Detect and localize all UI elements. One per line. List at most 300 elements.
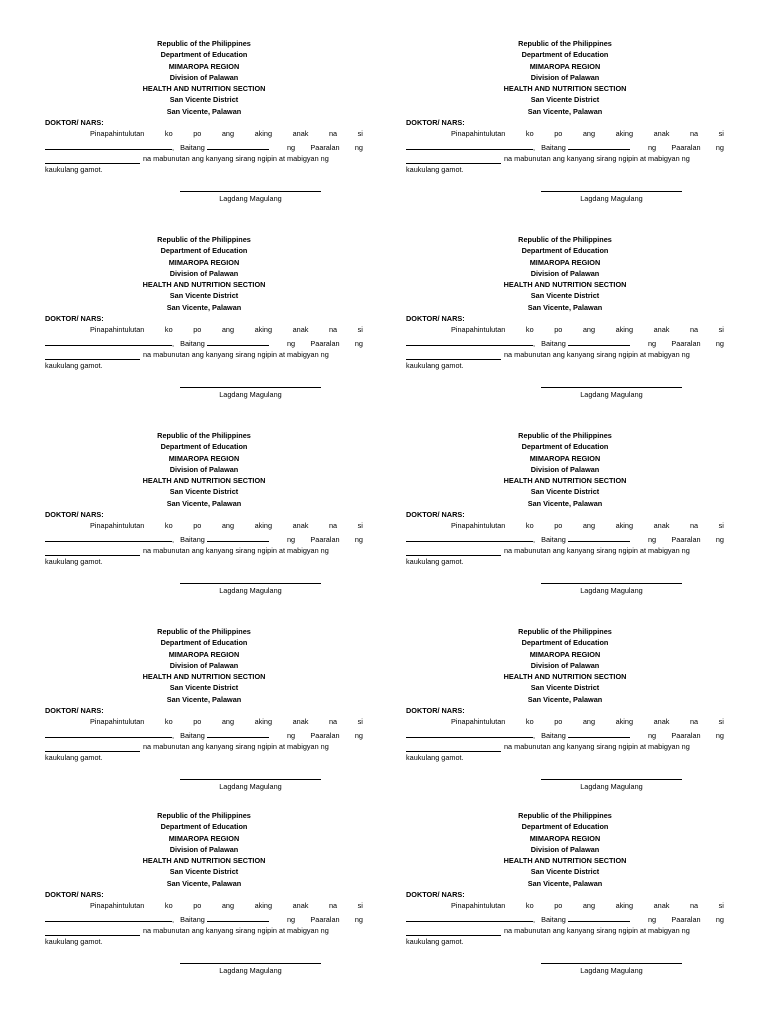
word: po — [554, 717, 563, 727]
word: ang — [582, 521, 596, 531]
request-text: na mabunutan ang kanyang sirang ngipin at mabigyan ng — [143, 741, 329, 751]
permission-slip — [406, 38, 724, 218]
body-line-1 — [406, 324, 724, 335]
grade-label: Baitang — [180, 534, 205, 544]
slip-header — [406, 38, 724, 117]
word: Paaralan — [310, 534, 340, 544]
word: po — [554, 901, 563, 911]
signature-label: Lagdang Magulang — [580, 390, 643, 399]
word: po — [193, 521, 202, 531]
request-text: na mabunutan ang kanyang sirang ngipin at mabigyan ng — [143, 349, 329, 359]
word: ang — [221, 129, 235, 139]
header-division: Division of Palawan — [530, 844, 600, 854]
header-division: Division of Palawan — [169, 844, 239, 854]
body-line-3 — [406, 153, 724, 164]
permission-slip — [45, 810, 363, 990]
school-row — [648, 534, 724, 545]
body-line-2 — [406, 336, 724, 349]
school-name-blank[interactable] — [406, 350, 501, 360]
addressee: DOKTOR/ NARS: — [406, 314, 465, 324]
request-text: na mabunutan ang kanyang sirang ngipin at mabigyan ng — [504, 153, 690, 163]
header-republic: Republic of the Philippines — [157, 627, 251, 636]
header-section: HEALTH AND NUTRITION SECTION — [142, 672, 266, 682]
header-section: HEALTH AND NUTRITION SECTION — [503, 280, 627, 290]
header-department: Department of Education — [160, 50, 248, 60]
header-republic: Republic of the Philippines — [518, 235, 612, 244]
signature-line[interactable] — [180, 963, 321, 964]
word: aking — [254, 521, 273, 531]
word: ng — [648, 534, 657, 544]
body-line-1 — [45, 716, 363, 727]
addressee: DOKTOR/ NARS: — [406, 118, 465, 128]
school-name-blank[interactable] — [45, 154, 140, 164]
body-line-4: kaukulang gamot. — [406, 557, 464, 567]
header-district: San Vicente District — [530, 867, 600, 877]
word: ko — [525, 717, 534, 727]
grade-blank[interactable] — [207, 532, 269, 542]
word: na — [689, 129, 699, 139]
signature-line[interactable] — [541, 963, 682, 964]
addressee: DOKTOR/ NARS: — [45, 706, 104, 716]
grade-blank[interactable] — [207, 728, 269, 738]
header-republic: Republic of the Philippines — [157, 811, 251, 820]
word: ang — [221, 521, 235, 531]
body-line-2 — [406, 140, 724, 153]
grade-label: Baitang — [180, 914, 205, 924]
school-name-blank[interactable] — [406, 742, 501, 752]
header-municipality: San Vicente, Palawan — [527, 106, 603, 116]
body-line-1 — [45, 324, 363, 335]
word: Paaralan — [671, 914, 701, 924]
word: Paaralan — [671, 142, 701, 152]
header-section: HEALTH AND NUTRITION SECTION — [142, 84, 266, 94]
word: Pinapahintulutan — [451, 521, 506, 531]
word: na — [689, 717, 699, 727]
slip-header — [406, 810, 724, 889]
header-region: MIMAROPA REGION — [529, 833, 601, 843]
slip-header — [45, 234, 363, 313]
signature-line[interactable] — [180, 583, 321, 584]
permission-slip — [45, 626, 363, 806]
word: ang — [582, 717, 596, 727]
child-name-blank[interactable] — [45, 728, 172, 738]
header-republic: Republic of the Philippines — [518, 811, 612, 820]
body-line-3 — [45, 545, 363, 556]
word: ang — [582, 325, 596, 335]
word: si — [718, 521, 724, 531]
body-line-1 — [406, 716, 724, 727]
word: Paaralan — [671, 338, 701, 348]
word: ng — [354, 730, 363, 740]
word: ng — [354, 534, 363, 544]
header-department: Department of Education — [521, 50, 609, 60]
body-line-4: kaukulang gamot. — [406, 937, 464, 947]
header-section: HEALTH AND NUTRITION SECTION — [503, 84, 627, 94]
word: Paaralan — [671, 730, 701, 740]
body-line-2 — [45, 728, 363, 741]
header-region: MIMAROPA REGION — [529, 453, 601, 463]
header-republic: Republic of the Philippines — [518, 431, 612, 440]
word: aking — [615, 129, 634, 139]
word: anak — [653, 717, 670, 727]
word: ng — [715, 914, 724, 924]
word: ng — [287, 534, 296, 544]
child-name-blank[interactable] — [45, 912, 172, 922]
grade-label: Baitang — [541, 338, 566, 348]
school-name-blank[interactable] — [45, 546, 140, 556]
signature-label: Lagdang Magulang — [219, 966, 282, 975]
child-name-blank[interactable] — [45, 336, 172, 346]
grade-blank[interactable] — [568, 336, 630, 346]
header-region: MIMAROPA REGION — [168, 833, 240, 843]
word: ng — [715, 338, 724, 348]
header-division: Division of Palawan — [530, 72, 600, 82]
child-name-row: , Baitang — [406, 336, 630, 349]
school-name-blank[interactable] — [45, 742, 140, 752]
header-section: HEALTH AND NUTRITION SECTION — [142, 280, 266, 290]
header-department: Department of Education — [521, 822, 609, 832]
word: po — [554, 129, 563, 139]
word: anak — [292, 717, 309, 727]
body-line-4: kaukulang gamot. — [45, 937, 103, 947]
school-row — [287, 534, 363, 545]
header-municipality: San Vicente, Palawan — [527, 878, 603, 888]
permission-slip — [45, 234, 363, 414]
request-text: na mabunutan ang kanyang sirang ngipin at mabigyan ng — [504, 925, 690, 935]
header-district: San Vicente District — [169, 487, 239, 497]
header-district: San Vicente District — [169, 291, 239, 301]
header-municipality: San Vicente, Palawan — [527, 302, 603, 312]
child-name-row: , Baitang — [45, 140, 269, 153]
signature-label: Lagdang Magulang — [219, 390, 282, 399]
school-name-blank[interactable] — [406, 926, 501, 936]
body-line-3 — [45, 349, 363, 360]
word: ang — [582, 129, 596, 139]
child-name-row: , Baitang — [45, 336, 269, 349]
header-division: Division of Palawan — [530, 464, 600, 474]
school-name-blank[interactable] — [406, 154, 501, 164]
word: Pinapahintulutan — [451, 901, 506, 911]
school-name-blank[interactable] — [406, 546, 501, 556]
word: anak — [653, 901, 670, 911]
word: ng — [648, 338, 657, 348]
header-region: MIMAROPA REGION — [168, 453, 240, 463]
body-line-3 — [45, 153, 363, 164]
permission-slip — [406, 626, 724, 806]
word: na — [328, 717, 338, 727]
slip-header — [45, 626, 363, 705]
word: na — [689, 521, 699, 531]
header-municipality: San Vicente, Palawan — [166, 498, 242, 508]
signature-label: Lagdang Magulang — [580, 966, 643, 975]
grade-label: Baitang — [541, 914, 566, 924]
word: ng — [287, 730, 296, 740]
header-region: MIMAROPA REGION — [168, 649, 240, 659]
body-line-4: kaukulang gamot. — [45, 753, 103, 763]
child-name-blank[interactable] — [406, 336, 533, 346]
school-row — [648, 338, 724, 349]
word: ng — [354, 914, 363, 924]
header-municipality: San Vicente, Palawan — [527, 694, 603, 704]
header-region: MIMAROPA REGION — [529, 257, 601, 267]
word: Paaralan — [671, 534, 701, 544]
body-line-1 — [406, 900, 724, 911]
permission-slip — [406, 234, 724, 414]
signature-line[interactable] — [180, 779, 321, 780]
request-text: na mabunutan ang kanyang sirang ngipin at mabigyan ng — [143, 545, 329, 555]
word: ng — [287, 338, 296, 348]
child-name-row: , Baitang — [406, 728, 630, 741]
header-section: HEALTH AND NUTRITION SECTION — [142, 856, 266, 866]
body-line-1 — [45, 900, 363, 911]
body-line-2 — [406, 912, 724, 925]
word: ng — [715, 730, 724, 740]
header-district: San Vicente District — [530, 487, 600, 497]
child-name-blank[interactable] — [406, 912, 533, 922]
slip-header — [406, 234, 724, 313]
word: anak — [653, 325, 670, 335]
header-department: Department of Education — [521, 246, 609, 256]
word: anak — [653, 521, 670, 531]
body-line-4: kaukulang gamot. — [45, 165, 103, 175]
body-line-3 — [406, 925, 724, 936]
grade-blank[interactable] — [568, 140, 630, 150]
child-name-row: , Baitang — [45, 912, 269, 925]
addressee: DOKTOR/ NARS: — [45, 890, 104, 900]
word: aking — [615, 901, 634, 911]
addressee: DOKTOR/ NARS: — [406, 890, 465, 900]
body-line-3 — [406, 545, 724, 556]
addressee: DOKTOR/ NARS: — [406, 706, 465, 716]
grade-label: Baitang — [180, 338, 205, 348]
addressee: DOKTOR/ NARS: — [406, 510, 465, 520]
header-region: MIMAROPA REGION — [529, 649, 601, 659]
header-district: San Vicente District — [530, 683, 600, 693]
body-line-4: kaukulang gamot. — [45, 557, 103, 567]
school-row — [287, 142, 363, 153]
header-municipality: San Vicente, Palawan — [166, 878, 242, 888]
header-municipality: San Vicente, Palawan — [166, 694, 242, 704]
word: si — [357, 325, 363, 335]
child-name-blank[interactable] — [45, 140, 172, 150]
word: Paaralan — [310, 338, 340, 348]
school-name-blank[interactable] — [45, 350, 140, 360]
word: aking — [254, 901, 273, 911]
word: ko — [164, 325, 173, 335]
body-line-4: kaukulang gamot. — [406, 361, 464, 371]
word: ko — [164, 129, 173, 139]
header-section: HEALTH AND NUTRITION SECTION — [142, 476, 266, 486]
word: aking — [615, 325, 634, 335]
body-line-3 — [406, 741, 724, 752]
child-name-blank[interactable] — [406, 140, 533, 150]
grade-label: Baitang — [541, 730, 566, 740]
header-division: Division of Palawan — [530, 268, 600, 278]
school-name-blank[interactable] — [45, 926, 140, 936]
grade-blank[interactable] — [568, 728, 630, 738]
word: anak — [292, 901, 309, 911]
word: aking — [254, 717, 273, 727]
word: aking — [615, 717, 634, 727]
word: ko — [525, 521, 534, 531]
signature-line[interactable] — [541, 387, 682, 388]
body-line-2 — [406, 532, 724, 545]
grade-blank[interactable] — [568, 532, 630, 542]
header-republic: Republic of the Philippines — [518, 39, 612, 48]
word: ng — [648, 142, 657, 152]
body-line-4: kaukulang gamot. — [45, 361, 103, 371]
grade-blank[interactable] — [207, 140, 269, 150]
signature-label: Lagdang Magulang — [219, 194, 282, 203]
slip-header — [45, 38, 363, 117]
word: na — [328, 129, 338, 139]
word: ang — [582, 901, 596, 911]
signature-line[interactable] — [180, 387, 321, 388]
header-republic: Republic of the Philippines — [157, 431, 251, 440]
header-department: Department of Education — [521, 638, 609, 648]
school-row — [287, 914, 363, 925]
permission-slip — [406, 430, 724, 610]
word: Paaralan — [310, 142, 340, 152]
permission-slip — [45, 38, 363, 218]
word: aking — [254, 325, 273, 335]
header-district: San Vicente District — [169, 683, 239, 693]
word: anak — [292, 521, 309, 531]
body-line-1 — [406, 128, 724, 139]
signature-line[interactable] — [541, 191, 682, 192]
word: na — [689, 325, 699, 335]
word: Pinapahintulutan — [90, 901, 145, 911]
word: ko — [525, 901, 534, 911]
word: Pinapahintulutan — [90, 325, 145, 335]
header-municipality: San Vicente, Palawan — [166, 106, 242, 116]
addressee: DOKTOR/ NARS: — [45, 510, 104, 520]
word: ko — [164, 521, 173, 531]
body-line-1 — [45, 128, 363, 139]
header-region: MIMAROPA REGION — [168, 61, 240, 71]
child-name-row: , Baitang — [406, 912, 630, 925]
addressee: DOKTOR/ NARS: — [45, 118, 104, 128]
child-name-blank[interactable] — [406, 728, 533, 738]
word: anak — [292, 129, 309, 139]
permission-slip — [45, 430, 363, 610]
permission-slip — [406, 810, 724, 990]
word: po — [193, 717, 202, 727]
addressee: DOKTOR/ NARS: — [45, 314, 104, 324]
header-division: Division of Palawan — [169, 464, 239, 474]
grade-label: Baitang — [180, 730, 205, 740]
word: si — [718, 325, 724, 335]
word: aking — [254, 129, 273, 139]
word: Pinapahintulutan — [451, 129, 506, 139]
grade-blank[interactable] — [207, 336, 269, 346]
word: si — [718, 717, 724, 727]
word: Pinapahintulutan — [90, 717, 145, 727]
body-line-3 — [406, 349, 724, 360]
request-text: na mabunutan ang kanyang sirang ngipin at mabigyan ng — [143, 153, 329, 163]
child-name-row: , Baitang — [406, 140, 630, 153]
grade-blank[interactable] — [568, 912, 630, 922]
body-line-2 — [406, 728, 724, 741]
request-text: na mabunutan ang kanyang sirang ngipin at mabigyan ng — [504, 545, 690, 555]
header-district: San Vicente District — [169, 95, 239, 105]
word: ko — [164, 717, 173, 727]
signature-label: Lagdang Magulang — [219, 586, 282, 595]
school-row — [648, 142, 724, 153]
word: ko — [525, 129, 534, 139]
header-republic: Republic of the Philippines — [157, 39, 251, 48]
body-line-1 — [45, 520, 363, 531]
word: si — [718, 901, 724, 911]
grade-label: Baitang — [541, 142, 566, 152]
slip-header — [406, 430, 724, 509]
header-region: MIMAROPA REGION — [529, 61, 601, 71]
word: anak — [653, 129, 670, 139]
word: ng — [287, 142, 296, 152]
signature-label: Lagdang Magulang — [219, 782, 282, 791]
body-line-2 — [45, 336, 363, 349]
body-line-3 — [45, 925, 363, 936]
header-district: San Vicente District — [530, 291, 600, 301]
school-row — [648, 914, 724, 925]
body-line-2 — [45, 140, 363, 153]
school-row — [648, 730, 724, 741]
word: Pinapahintulutan — [451, 325, 506, 335]
header-municipality: San Vicente, Palawan — [527, 498, 603, 508]
word: Paaralan — [310, 730, 340, 740]
word: ng — [287, 914, 296, 924]
child-name-blank[interactable] — [45, 532, 172, 542]
signature-label: Lagdang Magulang — [580, 586, 643, 595]
body-line-1 — [406, 520, 724, 531]
signature-line[interactable] — [180, 191, 321, 192]
word: ko — [525, 325, 534, 335]
signature-label: Lagdang Magulang — [580, 782, 643, 791]
body-line-2 — [45, 532, 363, 545]
slip-header — [406, 626, 724, 705]
child-name-blank[interactable] — [406, 532, 533, 542]
word: ang — [221, 901, 235, 911]
header-department: Department of Education — [160, 822, 248, 832]
header-republic: Republic of the Philippines — [518, 627, 612, 636]
header-district: San Vicente District — [530, 95, 600, 105]
word: ng — [648, 914, 657, 924]
school-row — [287, 338, 363, 349]
signature-line[interactable] — [541, 779, 682, 780]
header-municipality: San Vicente, Palawan — [166, 302, 242, 312]
word: ng — [715, 142, 724, 152]
word: si — [357, 901, 363, 911]
header-department: Department of Education — [160, 638, 248, 648]
child-name-row: , Baitang — [45, 532, 269, 545]
word: ng — [354, 338, 363, 348]
word: na — [328, 901, 338, 911]
word: po — [193, 901, 202, 911]
word: na — [689, 901, 699, 911]
word: ang — [221, 325, 235, 335]
slip-header — [45, 430, 363, 509]
word: si — [357, 521, 363, 531]
request-text: na mabunutan ang kanyang sirang ngipin at mabigyan ng — [504, 349, 690, 359]
signature-label: Lagdang Magulang — [580, 194, 643, 203]
word: Paaralan — [310, 914, 340, 924]
grade-label: Baitang — [180, 142, 205, 152]
grade-label: Baitang — [541, 534, 566, 544]
body-line-3 — [45, 741, 363, 752]
signature-line[interactable] — [541, 583, 682, 584]
grade-blank[interactable] — [207, 912, 269, 922]
child-name-row: , Baitang — [45, 728, 269, 741]
